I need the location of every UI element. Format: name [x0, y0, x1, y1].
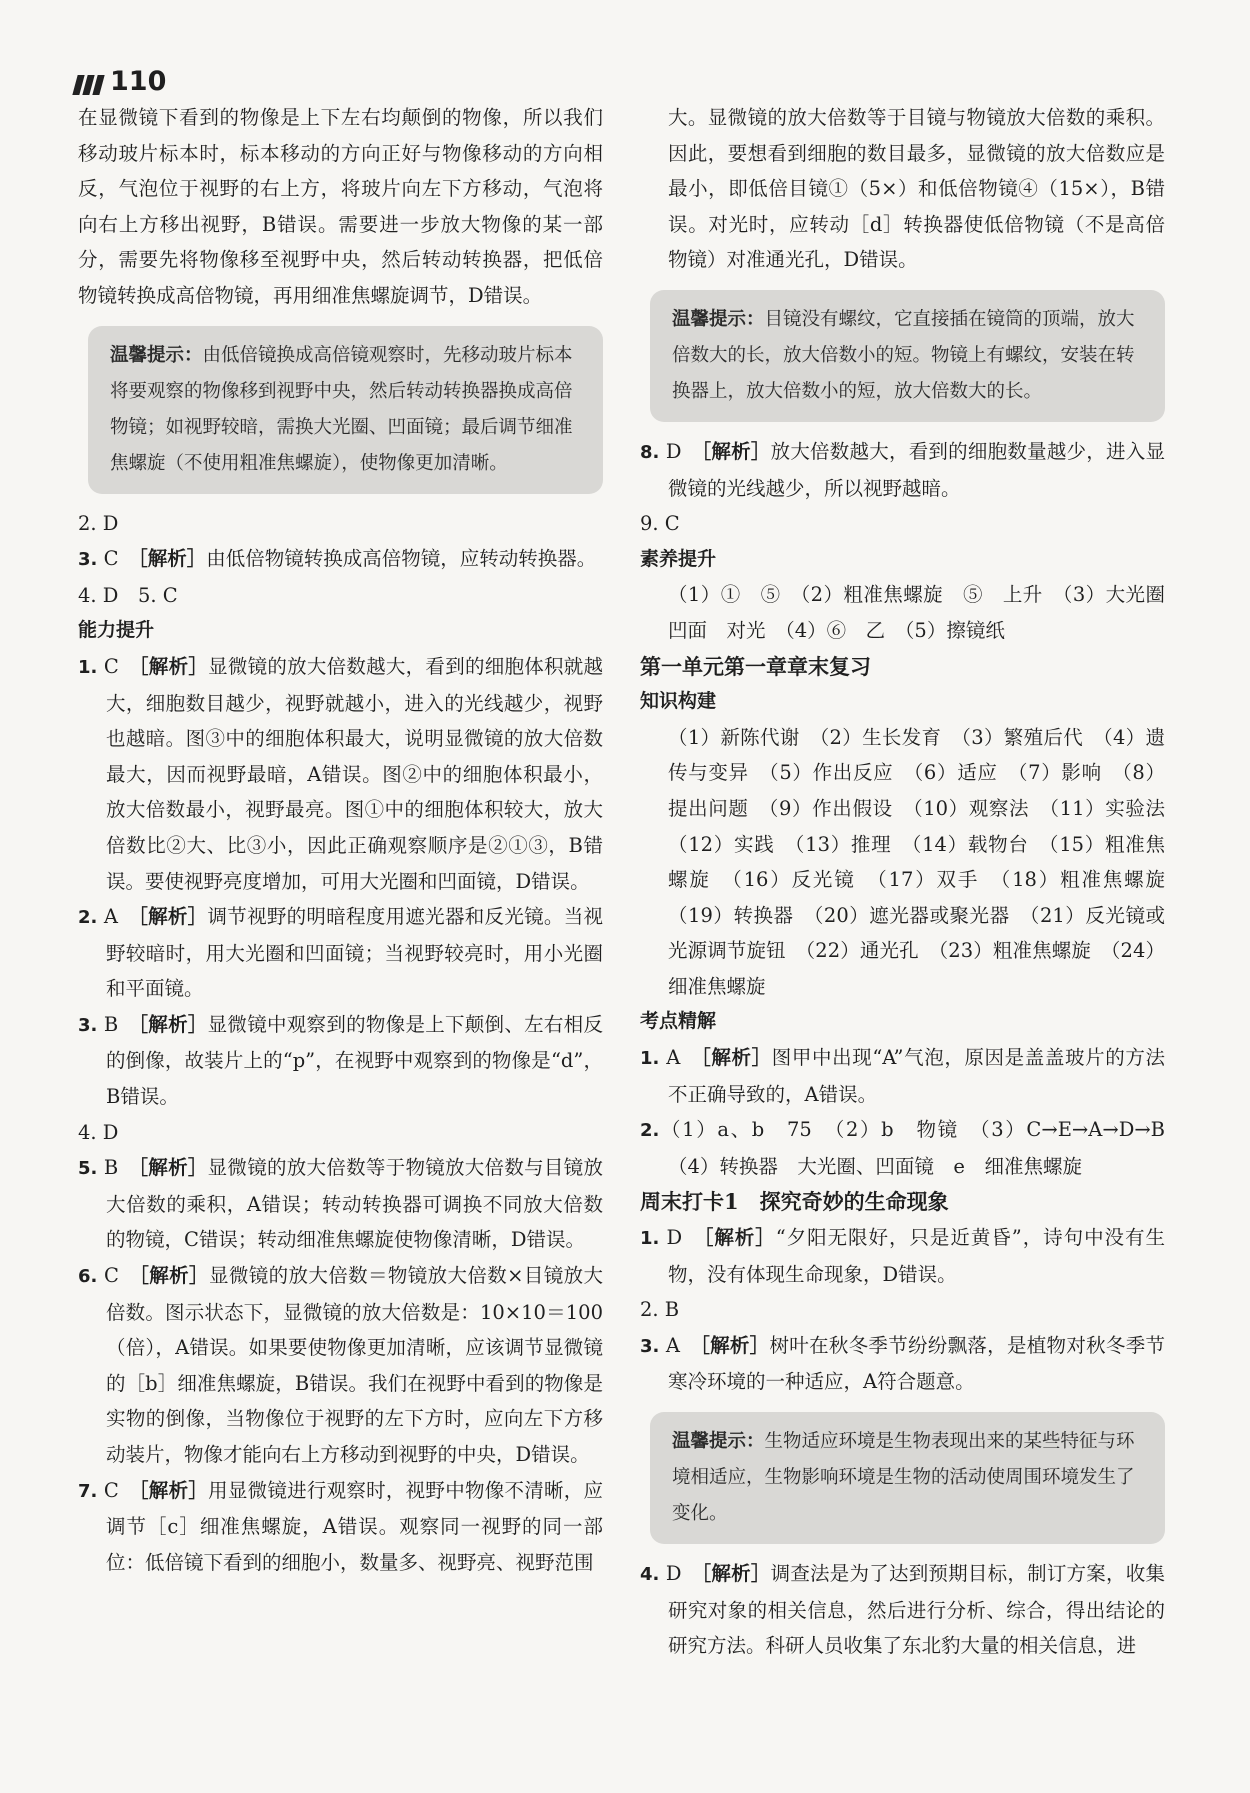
page-header: [75, 68, 166, 95]
left-intro: 在显微镜下看到的物像是上下左右均颠倒的物像，所以我们移动玻片标本时，标本移动的方向正好与物像移动的方向相反，气泡位于视野的右上方，将玻片向左下方移动，气泡将向右上方移出视野，B错误。需要进一步放大物像的某一部分，需要先将物像移至视野中央，然后转动转换器，把低倍物镜转换成高倍物镜，再用细准焦螺旋调节，D错误。: [78, 106, 603, 307]
nl-answer-1: 1. C ［解析］显微镜的放大倍数越大，看到的细胞体积就越大，细胞数目越少，视野就越小，进入的光线越少，视野也越暗。图③中的细胞体积最大，说明显微镜的放大倍数最大，因而视野最暗，A错误。图②中的细胞体积最小，放大倍数最小，视野最亮。图①中的细胞体积较大，放大倍数比②大、比③小，因此正确观察顺序是②①③，B错误。要使视野亮度增加，可用大光圈和凹面镜，D错误。: [78, 654, 603, 893]
kd-answer-1: 1. A ［解析］图甲中出现“A”气泡，原因是盖盖玻片的方法不正确导致的，A错误。: [640, 1046, 1165, 1106]
tip-box-3: [650, 1412, 1165, 1544]
nl-answer-4: 4. D: [78, 1120, 119, 1144]
zhishi-answers: （1）新陈代谢 （2）生长发育 （3）繁殖后代 （4）遗传与变异 （5）作出反应 （6）适应 （7）影响 （8）提出问题 （9）作出假设 （10）观察法 （11）实验法 （12）实践 （13）推理 （14）载物台 （15）粗准焦螺旋 （16）反光镜 （17）双手 （18）粗准焦螺旋 （19）转换器 （20）遮光器或聚光器 （21）反光镜或光源调节旋钮 （22）通光孔 （23）粗准焦螺旋 （24）细准焦螺旋: [668, 725, 1185, 998]
answer-9: 9. C: [640, 512, 680, 536]
tip-box-2: [650, 290, 1165, 422]
suyang-answers: （1）① ⑤ （2）粗准焦螺旋 ⑤ 上升 （3）大光圈 凹面 对光 （4）⑥ 乙 （5）擦镜纸: [668, 583, 1185, 642]
nl-answer-3: 3. B ［解析］显微镜中观察到的物像是上下颠倒、左右相反的倒像，故装片上的“p”，在视野中观察到的物像是“d”，B错误。: [78, 1012, 603, 1109]
section-heading-suyang: 素养提升: [640, 547, 717, 570]
answer-3: 3. C ［解析］由低倍物镜转换成高倍物镜，应转动转换器。: [78, 547, 597, 571]
left-column: [78, 100, 603, 1580]
unit-review-title: 第一单元第一章章末复习: [640, 653, 871, 679]
wk-answer-4: 4. D ［解析］调查法是为了达到预期目标，制订方案，收集研究对象的相关信息，然后进行分析、综合，得出结论的研究方法。科研人员收集了东北豹大量的相关信息，进: [640, 1562, 1165, 1658]
nl-answer-7: 7. C ［解析］用显微镜进行观察时，视野中物像不清晰，应调节［c］细准焦螺旋，A错误。观察同一视野的同一部位：低倍镜下看到的细胞小，数量多、视野亮、视野范围: [78, 1478, 603, 1574]
tip-text: 生物适应环境是生物表现出来的某些特征与环境相适应，生物影响环境是生物的活动使周围环境发生了变化。: [672, 1431, 1135, 1524]
tip-label: 温馨提示：: [672, 308, 765, 330]
tip-text: 由低倍镜换成高倍镜观察时，先移动玻片标本将要观察的物像移到视野中央，然后转动转换器换成高倍物镜；如视野较暗，需换大光圈、凹面镜；最后调节细准焦螺旋（不使用粗准焦螺旋），使物像更加清晰。: [110, 344, 573, 474]
section-heading-zhishi: 知识构建: [640, 690, 717, 713]
nl-answer-2: 2. A ［解析］调节视野的明暗程度用遮光器和反光镜。当视野较暗时，用大光圈和凹面镜；当视野较亮时，用小光圈和平面镜。: [78, 905, 603, 1001]
kd-answer-2: 2.（1）a、b 75 （2）b 物镜 （3）C→E→A→D→B （4）转换器 大光圈、凹面镜 e 细准焦螺旋: [640, 1118, 1185, 1178]
tip-label: 温馨提示：: [672, 1431, 765, 1452]
tip-label: 温馨提示：: [110, 344, 203, 366]
answer-8: 8. D ［解析］放大倍数越大，看到的细胞数量越少，进入显微镜的光线越少，所以视野越暗。: [640, 439, 1165, 500]
tip-text: 目镜没有螺纹，它直接插在镜筒的顶端，放大倍数大的长，放大倍数小的短。物镜上有螺纹，安装在转换器上，放大倍数小的短，放大倍数大的长。: [672, 308, 1135, 402]
answer-4-5: 4. D 5. C: [78, 583, 178, 607]
nl-answer-6: 6. C ［解析］显微镜的放大倍数＝物镜放大倍数×目镜放大倍数。图示状态下，显微镜的放大倍数是：10×10＝100（倍），A错误。如果要使物像更加清晰，应该调节显微镜的［b］细准焦螺旋，B错误。我们在视野中看到的物像是实物的倒像，当物像位于视野的左下方时，应向左下方移动装片，物像才能向右上方移动到视野的中央，D错误。: [78, 1264, 603, 1466]
wk-answer-2: 2. B: [640, 1298, 680, 1322]
section-heading-kaodian: 考点精解: [640, 1010, 717, 1033]
weekend-title: 周末打卡1 探究奇妙的生命现象: [640, 1189, 949, 1215]
answer-2: 2. D: [78, 511, 119, 535]
right-continuation: 大。显微镜的放大倍数等于目镜与物镜放大倍数的乘积。因此，要想看到细胞的数目最多，显微镜的放大倍数应是最小，即低倍目镜①（5×）和低倍物镜④（15×），B错误。对光时，应转动［d］转换器使低倍物镜（不是高倍物镜）对准通光孔，D错误。: [668, 106, 1165, 272]
header-bars-icon: [75, 75, 102, 95]
wk-answer-3: 3. A ［解析］树叶在秋冬季节纷纷飘落，是植物对秋冬季节寒冷环境的一种适应，A符合题意。: [640, 1333, 1165, 1394]
tip-box-1: [88, 326, 603, 494]
right-column: [640, 100, 1185, 1664]
page-number: 110: [110, 66, 167, 97]
nl-answer-5: 5. B ［解析］显微镜的放大倍数等于物镜放大倍数与目镜放大倍数的乘积，A错误；转动转换器可调换不同放大倍数的物镜，C错误；转动细准焦螺旋使物像清晰，D错误。: [78, 1156, 603, 1252]
wk-answer-1: 1. D ［解析］“夕阳无限好，只是近黄昏”，诗句中没有生物，没有体现生命现象，D错误。: [640, 1226, 1165, 1286]
section-heading-nengli: 能力提升: [78, 619, 155, 642]
